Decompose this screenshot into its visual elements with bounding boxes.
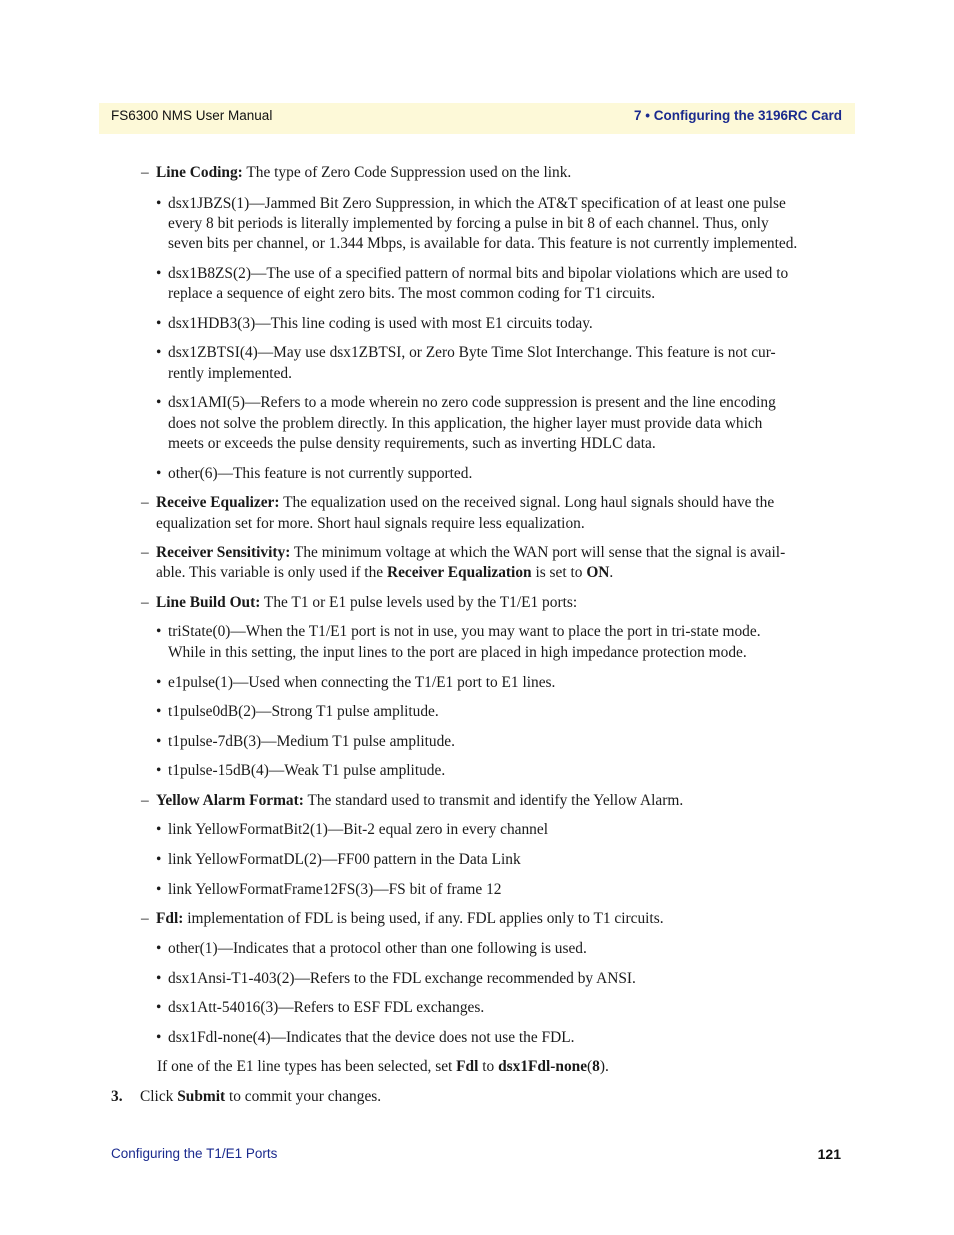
page-number: 121 [817, 1146, 841, 1162]
dash-marker: – [141, 494, 149, 511]
bullet-marker: • [156, 1029, 162, 1046]
bullet-marker: • [156, 999, 162, 1016]
paren-open: ( [587, 1058, 593, 1075]
bullet-marker: • [156, 851, 162, 868]
bullet-marker: • [156, 940, 162, 957]
chapter-title: 7 • Configuring the 3196RC Card [633, 108, 842, 123]
line-build-out-desc: The T1 or E1 pulse levels used by the T1/E1 ports: [260, 594, 578, 611]
fdl-none-value: 8 [592, 1058, 600, 1075]
item-text: link YellowFormatBit2(1)—Bit-2 equal zero in every channel [168, 821, 548, 838]
item-text: dsx1Att-54016(3)—Refers to ESF FDL exchanges. [168, 999, 485, 1016]
receiver-sensitivity-desc: The minimum voltage at which the WAN port will sense that the signal is avail- [290, 544, 786, 561]
receiver-sensitivity-text: is set to [531, 564, 587, 581]
bullet-marker: • [156, 674, 162, 691]
dash-marker: – [141, 594, 149, 611]
line-build-out-term: Line Build Out: [156, 594, 261, 611]
fdl-ref: Fdl [456, 1058, 479, 1075]
dash-marker: – [141, 792, 149, 809]
receiver-equalization-ref: Receiver Equalization [386, 564, 532, 581]
period: . [609, 564, 614, 581]
fdl-note-text: If one of the E1 line types has been selected, set [157, 1058, 457, 1075]
receiver-sensitivity-desc-cont: able. This variable is only used if the [156, 564, 387, 581]
footer-section-title: Configuring the T1/E1 Ports [111, 1146, 278, 1161]
step-number: 3. [111, 1088, 123, 1105]
submit-ref: Submit [177, 1088, 226, 1105]
bullet-marker: • [156, 881, 162, 898]
dash-marker: – [141, 164, 149, 181]
item-text: dsx1ZBTSI(4)—May use dsx1ZBTSI, or Zero Byte Time Slot Interchange. This feature is not cur- [168, 344, 776, 361]
bullet-marker: • [156, 821, 162, 838]
step-text-end: to commit your changes. [225, 1088, 382, 1105]
on-value: ON [586, 564, 610, 581]
bullet-marker: • [156, 733, 162, 750]
item-text: other(6)—This feature is not currently supported. [168, 465, 473, 482]
bullet-marker: • [156, 703, 162, 720]
fdl-none-ref: dsx1Fdl-none [498, 1058, 588, 1075]
line-coding-desc: The type of Zero Code Suppression used on the link. [242, 164, 572, 181]
bullet-marker: • [156, 344, 162, 361]
item-text: link YellowFormatFrame12FS(3)—FS bit of frame 12 [168, 881, 502, 898]
item-text: does not solve the problem directly. In this application, the higher layer must provide data which [168, 415, 763, 432]
item-text: other(1)—Indicates that a protocol other than one following is used. [168, 940, 587, 957]
yellow-alarm-term: Yellow Alarm Format: [156, 792, 304, 809]
bullet-marker: • [156, 762, 162, 779]
fdl-note-to: to [478, 1058, 499, 1075]
dash-marker: – [141, 910, 149, 927]
item-text: t1pulse-15dB(4)—Weak T1 pulse amplitude. [168, 762, 446, 779]
step-text: Click [140, 1088, 178, 1105]
item-text: dsx1JBZS(1)—Jammed Bit Zero Suppression, in which the AT&T specification of at least one pulse [168, 195, 786, 212]
item-text: replace a sequence of eight zero bits. The most common coding for T1 circuits. [168, 285, 656, 302]
paren-close: ). [599, 1058, 609, 1075]
item-text: meets or exceeds the pulse density requirements, such as inverting HDLC data. [168, 435, 656, 452]
item-text: t1pulse0dB(2)—Strong T1 pulse amplitude. [168, 703, 439, 720]
manual-title: FS6300 NMS User Manual [111, 108, 273, 123]
item-text: While in this setting, the input lines to the port are placed in high impedance protection mode. [168, 644, 747, 661]
bullet-marker: • [156, 315, 162, 332]
item-text: dsx1AMI(5)—Refers to a mode wherein no zero code suppression is present and the line encoding [168, 394, 776, 411]
dash-marker: – [141, 544, 149, 561]
receive-equalizer-desc: The equalization used on the received signal. Long haul signals should have the [279, 494, 775, 511]
item-text: dsx1Ansi-T1-403(2)—Refers to the FDL exchange recommended by ANSI. [168, 970, 636, 987]
bullet-marker: • [156, 970, 162, 987]
item-text: triState(0)—When the T1/E1 port is not in use, you may want to place the port in tri-state mode. [168, 623, 761, 640]
item-text: dsx1Fdl-none(4)—Indicates that the device does not use the FDL. [168, 1029, 575, 1046]
bullet-marker: • [156, 265, 162, 282]
item-text: dsx1HDB3(3)—This line coding is used with most E1 circuits today. [168, 315, 593, 332]
receiver-sensitivity-term: Receiver Sensitivity: [156, 544, 291, 561]
bullet-marker: • [156, 623, 162, 640]
item-text: dsx1B8ZS(2)—The use of a specified pattern of normal bits and bipolar violations which are used to [168, 265, 789, 282]
bullet-marker: • [156, 394, 162, 411]
item-text: seven bits per channel, or 1.344 Mbps, is available for data. This feature is not currently implemented. [168, 235, 798, 252]
fdl-term: Fdl: [156, 910, 184, 927]
item-text: t1pulse-7dB(3)—Medium T1 pulse amplitude. [168, 733, 455, 750]
item-text: e1pulse(1)—Used when connecting the T1/E1 port to E1 lines. [168, 674, 556, 691]
fdl-desc: implementation of FDL is being used, if any. FDL applies only to T1 circuits. [183, 910, 664, 927]
item-text: link YellowFormatDL(2)—FF00 pattern in the Data Link [168, 851, 521, 868]
item-text: every 8 bit periods is literally implemented by forcing a pulse in bit 8 of each channel. Thus, only [168, 215, 769, 232]
yellow-alarm-desc: The standard used to transmit and identify the Yellow Alarm. [303, 792, 684, 809]
item-text: rently implemented. [168, 365, 292, 382]
bullet-marker: • [156, 195, 162, 212]
bullet-marker: • [156, 465, 162, 482]
receive-equalizer-term: Receive Equalizer: [156, 494, 280, 511]
receive-equalizer-desc-cont: equalization set for more. Short haul signals require less equalization. [156, 515, 585, 532]
line-coding-term: Line Coding: [156, 164, 243, 181]
